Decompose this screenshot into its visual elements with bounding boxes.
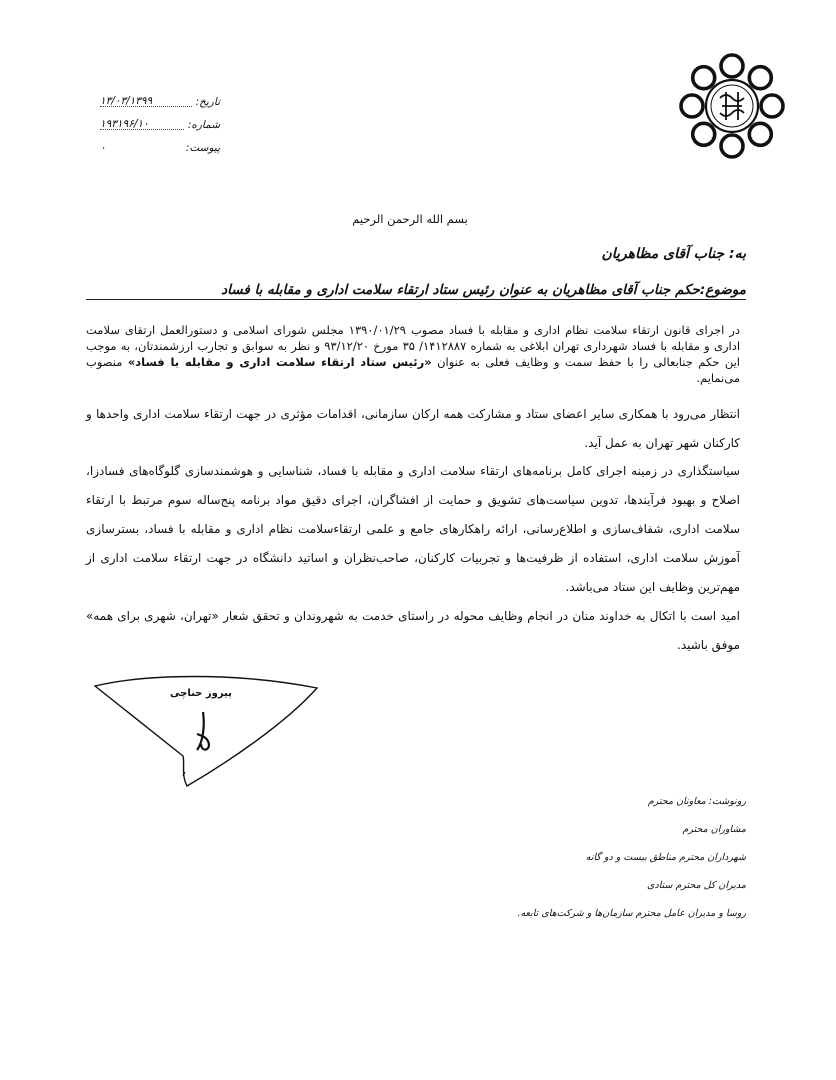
cc-item: شهرداران محترم مناطق بیست و دو گانه bbox=[585, 852, 746, 863]
signatory-name: پیروز حناچی bbox=[170, 688, 232, 699]
paragraph-appointment bbox=[86, 322, 740, 386]
tehran-municipality-logo-icon bbox=[678, 52, 786, 160]
cc-list bbox=[426, 796, 746, 936]
date-label: تاريخ: bbox=[195, 95, 220, 108]
attachment-label: پیوست: bbox=[185, 141, 220, 154]
cc-item: رونوشت: معاونان محترم bbox=[647, 796, 746, 807]
paragraph-closing: امید است با اتکال به خداوند منان در انجام وظایف محوله در راستای خدمت به شهروندان و تحقق شعار «تهران، شهری برای همه» موفق باشید. bbox=[86, 609, 740, 652]
appointment-title: «رئیس ستاد ارتقاء سلامت اداری و مقابله با فساد» bbox=[127, 355, 432, 369]
attachment-value: ۰ bbox=[100, 141, 106, 154]
date-row bbox=[100, 84, 220, 107]
cc-item: روسا و مدیران عامل محترم سازمان‌ها و شرکت‌های تابعه. bbox=[517, 908, 746, 919]
paragraph-expectation: انتظار می‌رود با همکاری سایر اعضای ستاد و مشارکت همه ارکان سازمانی، اقدامات مؤثری در جهت ارتقاء سلامت اداری واحدها و کارکنان شهر تهران به عمل آید. bbox=[86, 407, 740, 450]
addressee: به: جناب آقای مظاهریان bbox=[601, 246, 746, 262]
attachment-row bbox=[100, 130, 220, 153]
cc-item: مدیران کل محترم ستادی bbox=[647, 880, 746, 891]
paragraph-duties: سیاستگذاری در زمینه اجرای کامل برنامه‌های ارتقاء سلامت اداری و مقابله با فساد، شناسایی و هوشمندسازی گلوگاه‌های فسادزا، اصلاح و بهبود فرآیندها، تدوین سیاست‌های تشویق و حمایت از افشاگران، اجرای دقیق مواد برنامه پنج‌ساله سوم مرتبط با ارتقاء سلامت اداری، شفاف‌سازی و اطلاع‌رسانی، ارائه راهکارهای جامع و علمی ارتقاءسلامت نظام اداری و مقابله با فساد، بسترسازی آموزش سلامت اداری، استفاده از ظرفیت‌ها و تجربیات کارکنان، صاحب‌نظران و اساتید دانشگاه در جهت ارتقاء سلامت اداری از مهم‌ترین وظایف این ستاد می‌باشد. bbox=[86, 464, 740, 594]
cc-item: مشاوران محترم bbox=[682, 824, 746, 835]
date-value: ۱۳/۰۳/۱۳۹۹ bbox=[100, 96, 192, 108]
number-label: شماره: bbox=[187, 118, 220, 131]
number-row bbox=[100, 107, 220, 130]
number-value: ۱۹۳۱۹۶/۱۰ bbox=[100, 119, 184, 131]
handwritten-signature bbox=[85, 664, 325, 794]
basmala: بسم الله الرحمن الرحيم bbox=[352, 212, 468, 226]
paragraph-appointment-end: منصوب می‌نمایم. bbox=[86, 355, 740, 385]
paragraph-appointment-text: در اجرای قانون ارتقاء سلامت نظام اداری و مقابله با فساد مصوب ۱۳۹۰/۰۱/۲۹ مجلس شورای اسلامی و دستورالعمل ارتقای سلامت اداری و مقابله با فساد شهرداری تهران ابلاغی به شماره ۱۴۱۲۸۸۷/ ۳۵ مورخ ۹۳/۱۲/۲۰ و نظر به سوابق و تجارب ارزشمندتان، به موجب این حکم جنابعالی را با حفظ سمت و وظایف فعلی به عنوان bbox=[86, 323, 741, 369]
letter-meta bbox=[100, 84, 220, 153]
subject-line: موضوع:حکم جناب آقای مظاهریان به عنوان رئیس ستاد ارتقاء سلامت اداری و مقابله با فساد bbox=[86, 282, 746, 300]
